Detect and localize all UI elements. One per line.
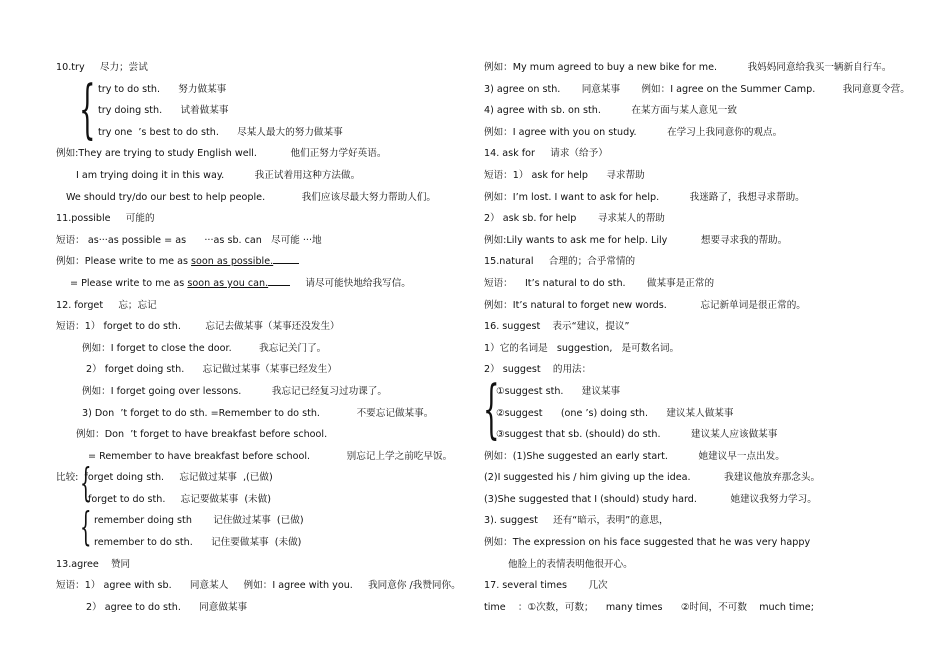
line-text: 3) agree on sth. 同意某事 例如：I agree on the Summer Camp. 我同意夏令营。 (484, 83, 910, 95)
right-line (484, 57, 924, 79)
line-text: 例如：I agree with you on study. 在学习上我同意你的观点。 (484, 126, 783, 138)
blank-rule (273, 254, 299, 264)
left-line (56, 467, 456, 489)
line-text: 2） forget doing sth. 忘记做过某事（某事已经发生） (86, 364, 337, 376)
line-text: 例如:They are trying to study English well. 他们正努力学好英语。 (56, 148, 387, 160)
line-text: 比较: forget doing sth. 忘记做过某事 ,(已做) (56, 472, 273, 484)
right-column (484, 57, 924, 618)
right-line (484, 122, 924, 144)
left-line (56, 165, 456, 187)
right-line (484, 208, 924, 230)
left-line (56, 208, 456, 230)
left-line (56, 122, 456, 144)
line-text: try one ’s best to do sth. 尽某人最大的努力做某事 (98, 126, 343, 138)
right-line (484, 467, 924, 489)
right-line (484, 316, 924, 338)
line-text: = Remember to have breakfast before school. 别忘记上学之前吃早饭。 (88, 450, 453, 462)
right-line (484, 489, 924, 511)
left-line (56, 251, 456, 273)
line-text: (3)She suggested that I (should) study hard. 她建议我努力学习。 (484, 493, 817, 505)
left-line (56, 100, 456, 122)
line-text: 17. several times 几次 (484, 580, 608, 592)
line-text: (2)I suggested his / him giving up the idea. 我建议他放弃那念头。 (484, 472, 821, 484)
right-line (484, 165, 924, 187)
left-line (56, 230, 456, 252)
right-line (484, 381, 924, 403)
line-text: 短语：1） agree with sb. 同意某人 例如：I agree with you. 我同意你 /我赞同你。 (56, 580, 461, 592)
underlined-phrase: soon as you can. (187, 277, 269, 289)
line-text: 11.possible 可能的 (56, 213, 155, 225)
right-line (484, 554, 924, 576)
underlined-phrase: soon as possible. (191, 256, 274, 268)
blank-rule (268, 276, 290, 286)
left-line (56, 489, 456, 511)
line-text: 3). suggest 还有“暗示，表明”的意思， (484, 515, 669, 527)
line-text: 15.natural 合理的；合乎常情的 (484, 256, 636, 268)
line-text: 例如:Lily wants to ask me for help. Lily 想要寻求我的帮助。 (484, 234, 788, 246)
left-line (56, 187, 456, 209)
line-text: ③suggest that sb. (should) do sth. 建议某人应该做某事 (496, 429, 778, 441)
line-text: 2） agree to do sth. 同意做某事 (86, 601, 248, 613)
line-text: ①suggest sth. 建议某事 (496, 385, 621, 397)
line-text: 例如：My mum agreed to buy a new bike for me. 我妈妈同意给我买一辆新自行车。 (484, 62, 892, 73)
right-line (484, 338, 924, 360)
right-line (484, 100, 924, 122)
left-line (56, 273, 456, 295)
line-text: 1）它的名词是 suggestion, 是可数名词。 (484, 342, 680, 354)
right-line (484, 251, 924, 273)
left-line (56, 338, 456, 360)
line-text: remember to do sth. 记住要做某事 (未做) (94, 537, 302, 549)
line-text: try doing sth. 试着做某事 (98, 105, 229, 117)
line-text: 他脸上的表情表明他很开心。 (508, 558, 633, 570)
line-text-after: 请尽可能快地给我写信。 (290, 277, 411, 289)
left-line (56, 143, 456, 165)
line-text: 14. ask for 请求（给予） (484, 148, 608, 160)
line-text: 例如：It’s natural to forget new words. 忘记新单词是很正常的。 (484, 299, 806, 311)
right-line (484, 510, 924, 532)
left-line (56, 316, 456, 338)
line-text: 例如：Please write to me as (56, 256, 192, 268)
right-line (484, 143, 924, 165)
right-line (484, 424, 924, 446)
line-text: 短语： as···as possible = as ···as sb. can 尽可能 ···地 (56, 234, 322, 246)
line-text: 例如：I forget going over lessons. 我忘记已经复习过功课了。 (82, 385, 387, 397)
right-line (484, 446, 924, 468)
line-text: 12. forget 忘；忘记 (56, 299, 157, 311)
line-text: 短语： It’s natural to do sth. 做某事是正常的 (484, 277, 715, 289)
line-text: 2） ask sb. for help 寻求某人的帮助 (484, 213, 665, 225)
line-text: 例如：(1)She suggested an early start. 她建议早一点出发。 (484, 450, 785, 462)
right-line (484, 532, 924, 554)
line-text: 例如：I forget to close the door. 我忘记关门了。 (82, 342, 327, 354)
line-text: time ：①次数，可数； many times ②时间，不可数 much time; (484, 601, 814, 613)
brace-forget-group: { (80, 460, 92, 507)
left-line (56, 57, 456, 79)
line-text: 10.try 尽力；尝试 (56, 62, 148, 73)
right-line (484, 230, 924, 252)
left-line (56, 575, 461, 597)
right-line (484, 79, 924, 101)
brace-try-group: { (79, 74, 96, 148)
left-column (56, 57, 461, 618)
right-line (484, 295, 924, 317)
line-text: 13.agree 赞同 (56, 558, 131, 570)
line-text: 2） suggest 的用法： (484, 364, 592, 376)
left-line (56, 79, 456, 101)
left-line (56, 424, 456, 446)
line-text: 短语：1） ask for help 寻求帮助 (484, 169, 645, 181)
left-line (56, 532, 456, 554)
line-text: ②suggest (one ’s) doing sth. 建议某人做某事 (496, 407, 734, 419)
left-line (56, 554, 456, 576)
line-text: 例如：Don ’t forget to have breakfast before school. (76, 429, 328, 441)
left-line (56, 510, 456, 532)
line-text: = Please write to me as (70, 277, 188, 289)
brace-suggest-group: { (483, 374, 500, 448)
left-line (56, 359, 456, 381)
line-text: forget to do sth. 忘记要做某事 (未做) (88, 493, 271, 505)
left-line (56, 295, 456, 317)
line-text: 3) Don ’t forget to do sth. =Remember to do sth. 不要忘记做某事。 (82, 407, 434, 419)
left-line (56, 381, 456, 403)
right-line (484, 597, 924, 619)
line-text: 16. suggest 表示“建议，提议” (484, 321, 630, 333)
right-line (484, 359, 924, 381)
line-text: I am trying doing it in this way. 我正试着用这种方法做。 (76, 169, 361, 181)
line-text: remember doing sth 记住做过某事 (已做) (94, 515, 304, 527)
line-text: We should try/do our best to help people. 我们应该尽最大努力帮助人们。 (66, 191, 437, 203)
right-line (484, 187, 924, 209)
right-line (484, 403, 924, 425)
line-text: try to do sth. 努力做某事 (98, 83, 227, 95)
right-line (484, 575, 924, 597)
line-text: 短语：1） forget to do sth. 忘记去做某事（某事还没发生） (56, 321, 340, 333)
left-line (56, 403, 456, 425)
line-text: 4) agree with sb. on sth. 在某方面与某人意见一致 (484, 105, 737, 117)
left-line (56, 597, 456, 619)
right-line (484, 273, 924, 295)
line-text: 例如：I’m lost. I want to ask for help. 我迷路了，我想寻求帮助。 (484, 191, 805, 203)
brace-remember-group: { (80, 504, 92, 551)
line-text: 例如：The expression on his face suggested that he was very happy (484, 537, 811, 549)
left-line (56, 446, 456, 468)
